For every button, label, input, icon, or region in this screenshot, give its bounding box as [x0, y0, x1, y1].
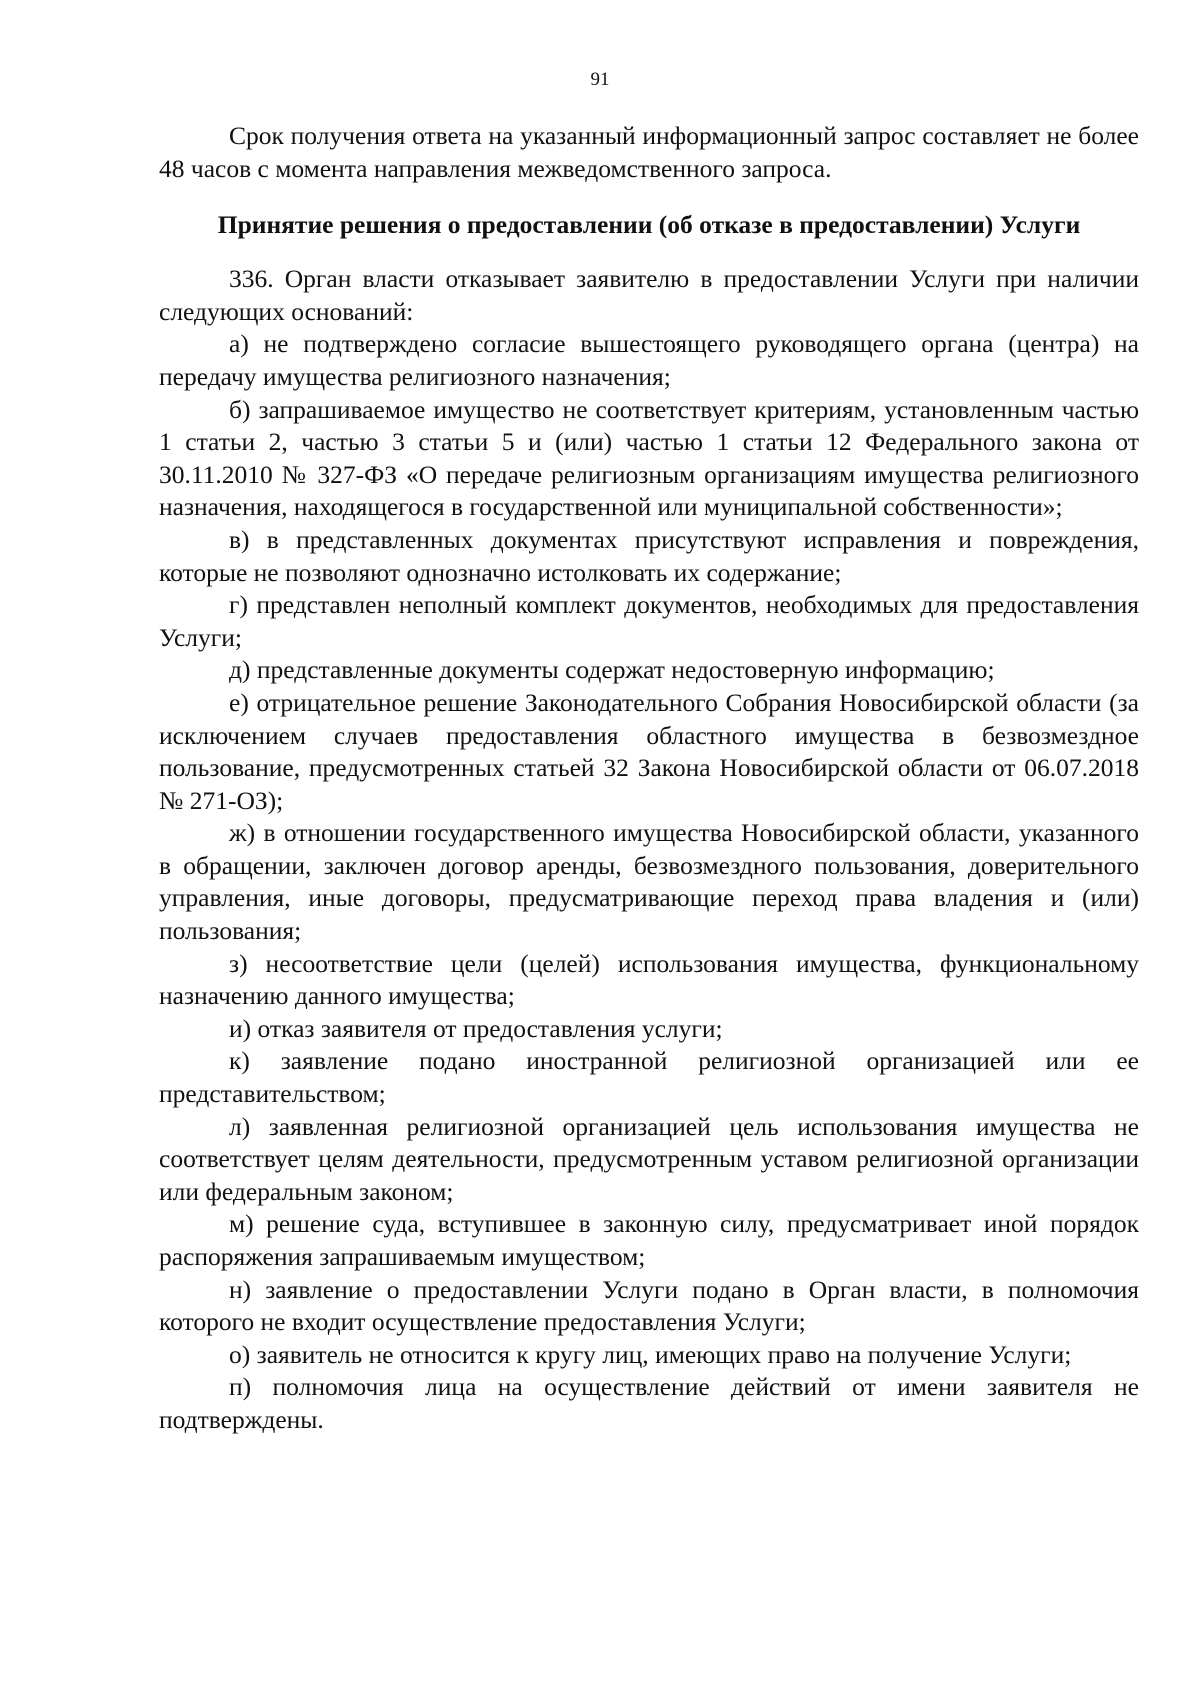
- list-item-k: к) заявление подано иностранной религиозной организацией или ее представительством;: [159, 1046, 1139, 1109]
- intro-paragraph: Срок получения ответа на указанный информационный запрос составляет не более 48 часов с момента направления межведомственного запроса.: [159, 121, 1139, 183]
- list-item-e: е) отрицательное решение Законодательного Собрания Новосибирской области (за исключением случаев предоставления областного имущества в безвозмездное пользование, предусмотренных статьей 32 Закона Новосибирской области от 06.07.2018 № 271-ОЗ);: [159, 687, 1139, 815]
- list-item-zh: ж) в отношении государственного имущества Новосибирской области, указанного в обращении, заключен договор аренды, безвозмездного пользования, доверительного управления, иные договоры, предусматривающие переход права владения и (или) пользования;: [159, 818, 1139, 946]
- list-item-d: д) представленные документы содержат недостоверную информацию;: [229, 655, 995, 685]
- list-item-n: н) заявление о предоставлении Услуги подано в Орган власти, в полномочия которого не входит осуществление предоставления Услуги;: [159, 1274, 1139, 1337]
- list-item-m: м) решение суда, вступившее в законную силу, предусматривает иной порядок распоряжения запрашиваемым имуществом;: [159, 1209, 1139, 1271]
- list-item-b: б) запрашиваемое имущество не соответствует критериям, установленным частью 1 статьи 2, частью 3 статьи 5 и (или) частью 1 статьи 12 Федерального закона от 30.11.2010 № 327-ФЗ «О передаче религиозным организациям имущества религиозного назначения, находящегося в государственной или муниципальной собственности»;: [159, 394, 1139, 522]
- paragraph-336: 336. Орган власти отказывает заявителю в предоставлении Услуги при наличии следующих оснований:: [159, 264, 1139, 326]
- document-body: [159, 120, 1139, 1437]
- list-item-z: з) несоответствие цели (целей) использования имущества, функциональному назначению данного имущества;: [159, 948, 1139, 1011]
- list-item-v: в) в представленных документах присутствуют исправления и повреждения, которые не позволяют однозначно истолковать их содержание;: [159, 524, 1139, 587]
- list-item-p: п) полномочия лица на осуществление действий от имени заявителя не подтверждены.: [159, 1372, 1139, 1434]
- list-item-a: а) не подтверждено согласие вышестоящего руководящего органа (центра) на передачу имущества религиозного назначения;: [159, 329, 1139, 391]
- list-item-g: г) представлен неполный комплект документов, необходимых для предоставления Услуги;: [159, 590, 1139, 652]
- list-item-l: л) заявленная религиозной организацией цель использования имущества не соответствует целям деятельности, предусмотренным уставом религиозной организации или федеральным законом;: [159, 1111, 1139, 1206]
- page-number: 91: [590, 69, 610, 90]
- list-item-o: о) заявитель не относится к кругу лиц, имеющих право на получение Услуги;: [229, 1339, 1072, 1369]
- section-heading: Принятие решения о предоставлении (об отказе в предоставлении) Услуги: [217, 210, 1081, 240]
- list-item-i: и) отказ заявителя от предоставления услуги;: [229, 1013, 723, 1043]
